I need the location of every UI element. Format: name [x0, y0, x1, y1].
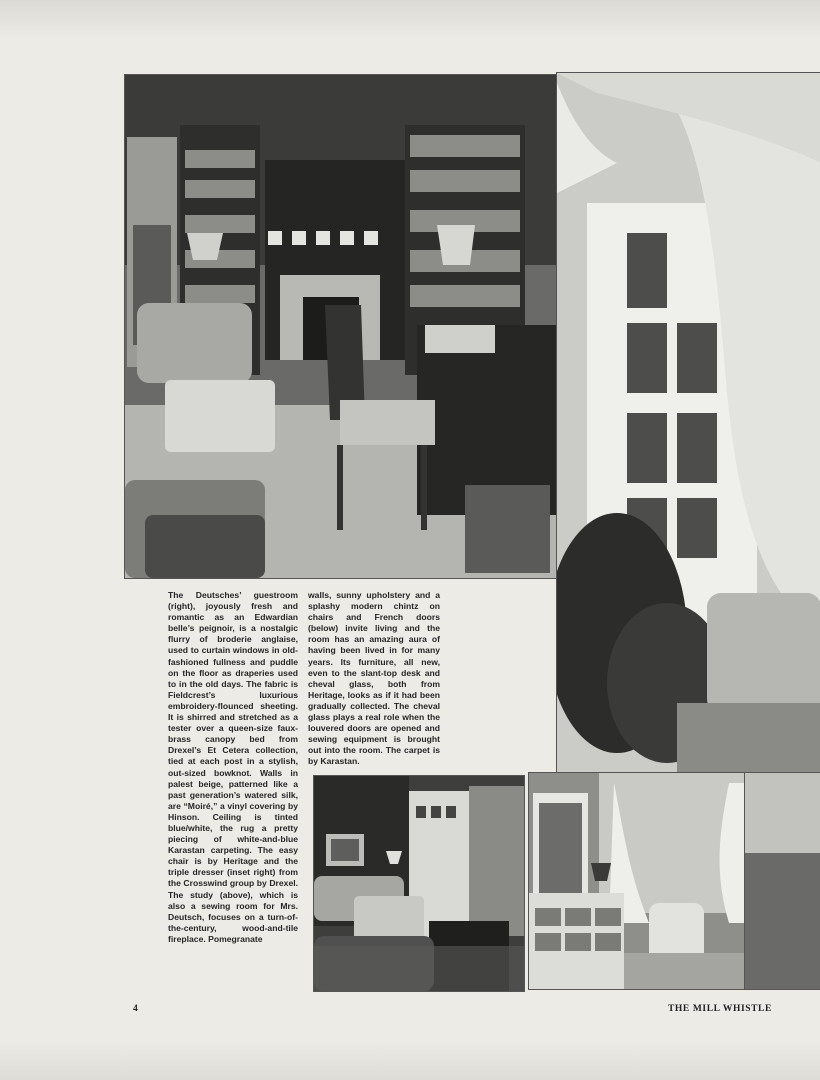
triple-dresser-inset-photo — [528, 772, 746, 990]
study-photo — [124, 74, 558, 579]
publication-name: THE MILL WHISTLE — [668, 1004, 772, 1014]
article-text-column-1: The Deutsches’ guestroom (right), joyously fresh and romantic as an Edwardian belle’s peignoir, is a nostalgic flurry of broderie anglaise, used to curtain windows in old-fashioned fullness and puddle on the floor as draperies used to in the old days. The fabric is Fieldcrest’s luxurious embroidery-flounced sheeting. It is shirred and stretched as a tester over a queen-size faux-brass canopy bed from Drexel’s Et Cetera collection, tied at each post in a stylish, out-sized bowknot. Walls in palest beige, patterned like a past generation’s watered silk, are “Moiré,” a vinyl covering by Hinson. Ceiling is tinted blue/white, the rug a pretty piecing of white-and-blue Karastan carpeting. The easy chair is by Heritage and the triple dresser (inset right) from the Crosswind group by Drexel. The study (above), which is also a sewing room for Mrs. Deutsch, focuses on a turn-of-the-century, wood-and-tile fireplace. Pomegranate — [168, 590, 298, 944]
article-text-column-2: walls, sunny upholstery and a splashy modern chintz on chairs and French doors (below) invite living and the room has an amazing aura of having been lived in for many years. Its furniture, all new, even to the slant-top desk and cheval glass, both from Heritage, looks as if it had been gradually collected. The cheval glass plays a real role when the louvered doors are opened and sewing equipment is brought out into the room. The carpet is by Karastan. — [308, 590, 440, 767]
page-number: 4 — [133, 1004, 139, 1014]
study-french-doors-photo — [313, 775, 525, 992]
bedroom-corner-photo — [744, 772, 820, 990]
article-column-2 — [308, 590, 440, 768]
article-column-1 — [168, 590, 298, 945]
guestroom-window-photo — [556, 72, 820, 774]
